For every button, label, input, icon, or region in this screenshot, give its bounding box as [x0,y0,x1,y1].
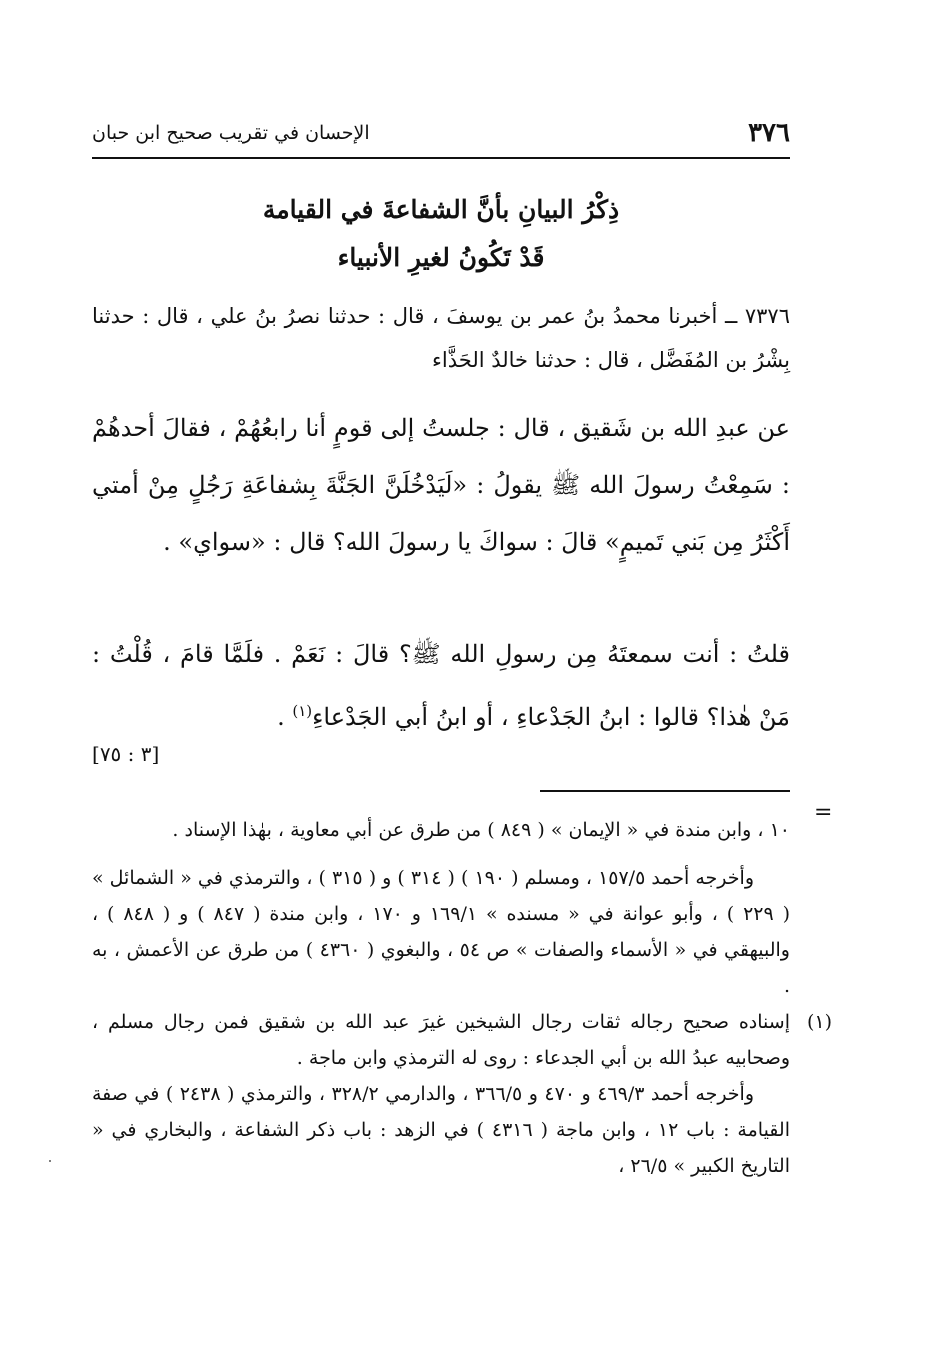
section-title-line-2: قَدْ تَكُونُ لغيرِ الأنبياء [337,243,545,272]
footnote-rule [540,790,790,792]
header-rule [92,157,790,159]
footnote-1-number: (١) [806,1011,832,1033]
footnote-marker: (١) [292,702,313,720]
hadith-matn: عن عبدِ الله بن شَقيق ، قال : جلستُ إلى قومٍ أنا رابعُهُمْ ، فقالَ أحدهُمْ : سَمِعْتُ رسولَ الله ﷺ يقولُ : «لَيَدْخُلَنَّ الجَنَّةَ بِشفاعَةِ رَجُلٍ مِنْ أمتي أَكْثَرُ مِن بَني تَميمٍ» قالَ : سواكَ يا رسولَ الله؟ قال : «سواي» . [92,414,790,556]
footnote-1-text: إسناده صحيح رجاله ثقات رجال الشيخين غيرَ عبد الله بن شقيق فمن رجال مسلم ، وصحابيه عبدُ الله بن أبي الجدعاء : روى له الترمذي وابن ماجة . [92,1011,790,1069]
margin-speck [49,1160,51,1162]
section-title-line-1: ذِكْرُ البيانِ بأنَّ الشفاعةَ في القيامة [262,195,620,224]
hadith-reference: [٣ : ٧٥] [92,742,160,766]
footnotes [92,812,832,1184]
footnote-paragraph: وأخرجه أحمد ١٥٧/٥ ، ومسلم ( ١٩٠ ) ( ٣١٤ ) و ( ٣١٥ ) ، والترمذي في « الشمائل » ( ٢٢٩ ) ، وأبو عوانة في « مسنده » ١٦٩/١ و ١٧٠ ، وابن مندة ( ٨٤٧ ) و ( ٨٤٨ ) ، والبيهقي في « الأسماء والصفات » ص ٥٤ ، والبغوي ( ٤٣٦٠ ) من طرق عن الأعمش ، به . [92,867,790,997]
running-title: الإحسان في تقريب صحيح ابن حبان [92,122,370,144]
continuation-mark: = [814,800,833,825]
footnote-1-text-continued: وأخرجه أحمد ٤٦٩/٣ و ٤٧٠ و ٣٦٦/٥ ، والدارمي ٣٢٨/٢ ، والترمذي ( ٢٤٣٨ ) في صفة القيامة : باب ١٢ ، وابن ماجة ( ٤٣١٦ ) في الزهد : باب ذكر الشفاعة ، والبخاري في « التاريخ الكبير » ٢٦/٥ ، [92,1083,790,1177]
page-number: ٣٧٦ [748,118,790,148]
footnote-continued-paragraph: ١٠ ، وابن مندة في « الإيمان » ( ٨٤٩ ) من طرق عن أبي معاوية ، بهٰذا الإسناد . [172,819,790,841]
hadith-matn-continued: قلتُ : أنت سمعتَهُ مِن رسولِ الله ﷺ؟ قالَ : نَعَمْ . فلَمَّا قامَ ، قُلْتُ : مَنْ هٰذا؟ قالوا : ابنُ الجَدْعاءِ ، أو ابنُ أبي الجَدْعاءِ$^{(١)}$ . [92,640,790,731]
section-title [92,186,790,282]
page-header [92,118,790,158]
footnote-1 [92,1004,832,1184]
hadith-matn-text: قلتُ : أنت سمعتَهُ مِن رسولِ الله ﷺ؟ قالَ : نَعَمْ . فلَمَّا قامَ ، قُلْتُ : مَنْ هٰذا؟ قالوا : ابنُ الجَدْعاءِ ، أو ابنُ أبي الجَدْعاءِ [92,640,790,731]
hadith-isnad: ٧٣٧٦ ــ أخبرنا محمدُ بنُ عمر بن يوسفَ ، قال : حدثنا نصرُ بنُ علي ، قال : حدثنا بِشْرُ بن المُفَضَّل ، قال : حدثنا خالدٌ الحَذَّاء [92,304,790,372]
